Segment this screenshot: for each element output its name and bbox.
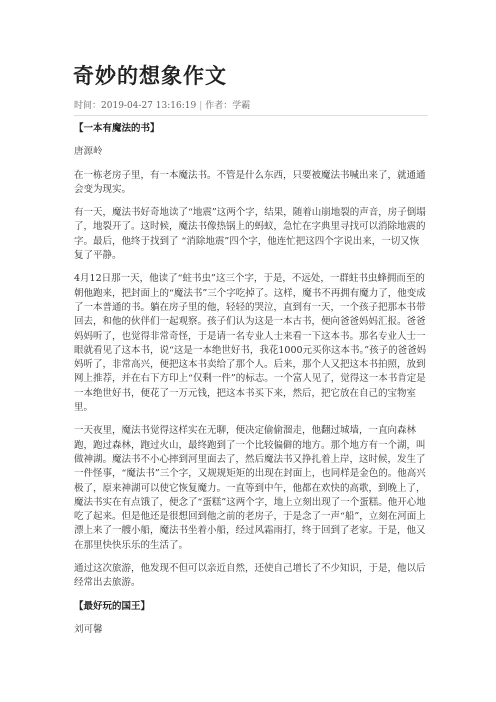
paragraph: 有一天，魔法书好奇地读了“地震”这两个字，结果，随着山崩地裂的声音，房子倒塌了，地裂开了。这时候，魔法书像热锅上的蚂蚁，急忙在字典里寻找可以消除地震的字。最后，他终于找到了 “消除地震”四个字，他连忙把这四个字说出来，一切又恢复了平静。	[74, 207, 426, 262]
section-author: 刘可馨	[74, 623, 103, 635]
section-author: 唐源岭	[74, 146, 103, 158]
paragraph: 在一栋老房子里，有一本魔法书。不管是什么东西，只要被魔法书喊出来了，就通通会变为现实。	[74, 169, 426, 195]
article-meta	[74, 98, 250, 111]
paragraph: 4月12日那一天，他读了“蛀书虫”这三个字，于是，不远处，一群蛀书虫蜂拥而至的朝他跑来，把封面上的“魔法书”三个字吃掉了。这样，魔书不再拥有魔力了，他变成了一本普通的书。躺在房子里的他，轻轻的哭泣，直到有一天，一个孩子把那本书带回去，和他的伙伴们一起观察。孩子们认为这是一本古书，便向爸爸妈妈汇报。爸爸妈妈听了，也觉得非常奇怪，于是请一名专业人士来看一下这本书。那名专业人士一眼就看见了这本书，说“这是一本绝世好书，我花1000元买你这本书。”孩子的爸爸妈妈听了，非常高兴，便把这本书卖给了那个人。后来，那个人又把这本书拍照，放到网上推荐，并在右下方印上“仅剩一件”的标志。一个富人见了，觉得这一本书肯定是一本绝世好书，便花了一万元钱，把这本书买下来，然后，把它放在自己的宝物室里。	[74, 273, 427, 414]
section-heading: 【一本有魔法的书】	[74, 123, 160, 134]
section-heading: 【最好玩的国王】	[74, 600, 151, 612]
paragraph: 一天夜里，魔法书觉得这样实在无聊，便决定偷偷溜走，他翻过城墙，一直向森林跑，跑过森林，跑过火山，最终跑到了一个比较偏僻的地方。那个地方有一个湖，叫做神湖。魔法书不小心摔到河里面去了，然后魔法书又挣扎着上岸，这时候，发生了一件怪事，“魔法书”三个字，又规规矩矩的出现在封面上，也同样是金色的。他高兴极了，原来神湖可以使它恢复魔力。一直等到中午，他都在欢快的高歌，到晚上了，魔法书实在有点饿了，便念了“蛋糕”这两个字，地上立刻出现了一个蛋糕。他开心地吃了起来。但是他还是很想回到他之前的老房子，于是念了一声“船”，立刻在河面上漂上来了一艘小船，魔法书坐着小船，经过风霜雨打，终于回到了老家。于是，他又在那里快快乐乐的生活了。	[74, 425, 426, 551]
meta-divider	[74, 115, 428, 116]
article-body	[74, 122, 428, 646]
time-label: 时间：	[74, 101, 102, 111]
author-label: 作者：	[205, 101, 233, 111]
meta-separator: |	[199, 101, 203, 111]
paragraph: 通过这次旅游，他发现不但可以亲近自然，还使自己增长了不少知识，于是，他以后经常出去旅游。	[74, 563, 426, 589]
author-name[interactable]: 学霸	[232, 101, 251, 111]
publish-time: 2019-04-27 13:16:19	[101, 101, 197, 111]
article-title: 奇妙的想象作文	[73, 64, 227, 88]
